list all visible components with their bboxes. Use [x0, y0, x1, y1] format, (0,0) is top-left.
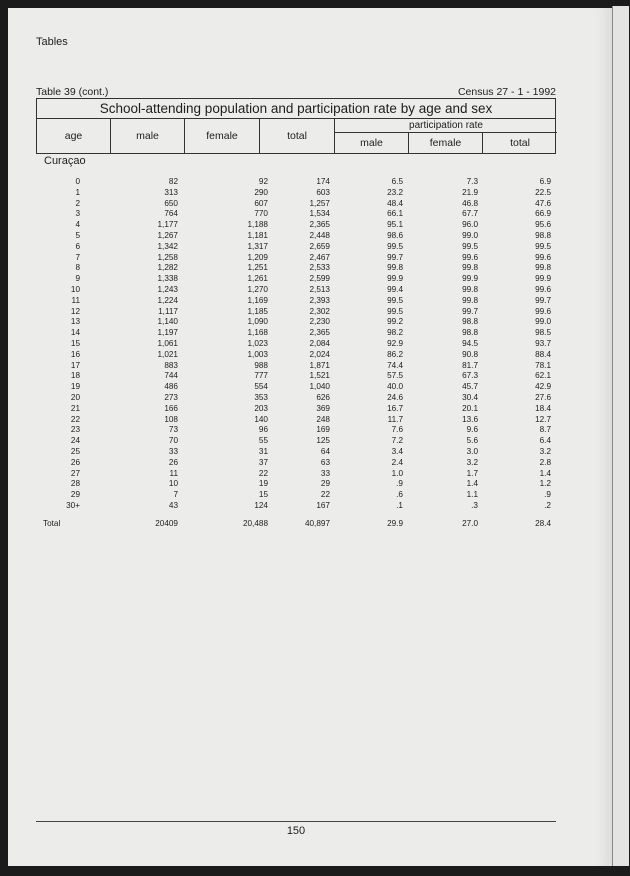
cell-rate-total: 3.2 [539, 446, 551, 456]
cell-rate-total: 99.8 [535, 263, 551, 273]
cell-age: 1 [75, 187, 80, 197]
cell-rate-male: .6 [396, 490, 403, 500]
cell-male: 166 [164, 403, 178, 413]
cell-rate-female: 5.6 [466, 436, 478, 446]
cell-rate-female: 20.1 [462, 403, 478, 413]
cell-male: 26 [168, 457, 178, 467]
cell-rate-total: 12.7 [535, 414, 551, 424]
cell-rate-total: 98.8 [535, 230, 551, 240]
table-row [0, 199, 630, 210]
cell-rate-total: 99.6 [535, 284, 551, 294]
cell-age: 10 [70, 284, 80, 294]
cell-male: 273 [164, 392, 178, 402]
cell-total: 2,599 [309, 274, 330, 284]
col-header-rate-female: female [409, 133, 483, 153]
cell-female: 290 [254, 187, 268, 197]
cell-rate-total: 1.2 [539, 479, 551, 489]
cell-age: 17 [70, 360, 80, 370]
cell-total: 2,084 [309, 338, 330, 348]
table-row [0, 458, 630, 469]
cell-rate-total: 88.4 [535, 349, 551, 359]
table-row [0, 242, 630, 253]
cell-age: 8 [75, 263, 80, 273]
cell-female: 140 [254, 414, 268, 424]
census-reference: Census 27 - 1 - 1992 [457, 86, 556, 98]
cell-male: 43 [168, 500, 178, 510]
cell-male: 313 [164, 187, 178, 197]
cell-rate-female: 90.8 [462, 349, 478, 359]
page-number: 150 [286, 825, 306, 837]
cell-rate-male: 23.2 [387, 187, 403, 197]
cell-rate-female: 30.4 [462, 392, 478, 402]
cell-female: 1,317 [247, 241, 268, 251]
cell-total: 2,393 [309, 295, 330, 305]
cell-rate-male: 99.2 [387, 317, 403, 327]
cell-rate-total: 62.1 [535, 371, 551, 381]
cell-rate-male: 99.7 [387, 252, 403, 262]
cell-rate-female: 7.3 [466, 177, 478, 186]
cell-rate-total: 47.6 [535, 198, 551, 208]
region-label: Curaçao [44, 155, 86, 167]
cell-rate-male: 86.2 [387, 349, 403, 359]
cell-male: 1,258 [157, 252, 178, 262]
col-header-female: female [185, 119, 260, 153]
cell-age: 3 [75, 209, 80, 219]
cell-rate-total: 99.6 [535, 252, 551, 262]
table-row [0, 479, 630, 490]
cell-rate-male: 57.5 [387, 371, 403, 381]
section-label: Tables [36, 36, 68, 48]
table-row [0, 307, 630, 318]
cell-rate-female: 1.1 [466, 490, 478, 500]
table-row [0, 317, 630, 328]
cell-female: 55 [258, 436, 268, 446]
cell-female: 770 [254, 209, 268, 219]
total-rate-male: 29.9 [387, 519, 403, 528]
cell-rate-female: 99.6 [462, 252, 478, 262]
cell-total: 2,365 [309, 328, 330, 338]
cell-female: 19 [258, 479, 268, 489]
cell-female: 1,090 [247, 317, 268, 327]
cell-rate-total: 6.4 [539, 436, 551, 446]
table-row [0, 285, 630, 296]
cell-total: 626 [316, 392, 330, 402]
cell-total: 1,040 [309, 382, 330, 392]
cell-total: 2,230 [309, 317, 330, 327]
cell-rate-female: 99.7 [462, 306, 478, 316]
cell-rate-male: 98.6 [387, 230, 403, 240]
cell-female: 1,261 [247, 274, 268, 284]
cell-rate-female: 3.2 [466, 457, 478, 467]
cell-male: 33 [168, 446, 178, 456]
total-rate-female: 27.0 [462, 519, 478, 528]
cell-rate-total: 95.6 [535, 220, 551, 230]
cell-male: 650 [164, 198, 178, 208]
cell-female: 1,251 [247, 263, 268, 273]
cell-female: 1,168 [247, 328, 268, 338]
cell-male: 70 [168, 436, 178, 446]
cell-rate-male: 11.7 [387, 414, 403, 424]
cell-female: 31 [258, 446, 268, 456]
footer-divider [36, 821, 556, 822]
cell-rate-female: 46.8 [462, 198, 478, 208]
cell-rate-male: 66.1 [387, 209, 403, 219]
cell-male: 1,224 [157, 295, 178, 305]
cell-rate-female: 3.0 [466, 446, 478, 456]
cell-male: 883 [164, 360, 178, 370]
cell-total: 1,257 [309, 198, 330, 208]
cell-rate-female: 98.8 [462, 328, 478, 338]
cell-male: 82 [168, 177, 178, 186]
cell-age: 22 [70, 414, 80, 424]
cell-age: 27 [70, 468, 80, 478]
cell-rate-male: 1.0 [391, 468, 403, 478]
cell-total: 33 [320, 468, 330, 478]
cell-rate-female: 21.9 [462, 187, 478, 197]
cell-female: 353 [254, 392, 268, 402]
cell-total: 1,521 [309, 371, 330, 381]
table-row [0, 253, 630, 264]
cell-rate-male: 99.9 [387, 274, 403, 284]
cell-rate-male: 40.0 [387, 382, 403, 392]
table-body [0, 177, 630, 512]
cell-age: 29 [70, 490, 80, 500]
cell-rate-male: .9 [396, 479, 403, 489]
cell-rate-total: 18.4 [535, 403, 551, 413]
cell-rate-female: 99.8 [462, 295, 478, 305]
cell-rate-male: 92.9 [387, 338, 403, 348]
cell-female: 15 [258, 490, 268, 500]
cell-age: 0 [75, 177, 80, 186]
cell-male: 1,243 [157, 284, 178, 294]
cell-rate-male: 98.2 [387, 328, 403, 338]
cell-rate-total: 66.9 [535, 209, 551, 219]
cell-rate-female: 81.7 [462, 360, 478, 370]
cell-total: 169 [316, 425, 330, 435]
cell-age: 6 [75, 241, 80, 251]
cell-rate-male: 7.6 [391, 425, 403, 435]
table-row [0, 231, 630, 242]
cell-rate-female: 13.6 [462, 414, 478, 424]
cell-age: 21 [70, 403, 80, 413]
cell-rate-female: 99.8 [462, 263, 478, 273]
cell-age: 26 [70, 457, 80, 467]
cell-female: 124 [254, 500, 268, 510]
cell-total: 125 [316, 436, 330, 446]
table-title: School-attending population and participation rate by age and sex [37, 99, 555, 119]
cell-female: 607 [254, 198, 268, 208]
cell-age: 20 [70, 392, 80, 402]
cell-rate-total: 78.1 [535, 360, 551, 370]
cell-rate-total: 27.6 [535, 392, 551, 402]
cell-male: 1,338 [157, 274, 178, 284]
cell-rate-female: 67.7 [462, 209, 478, 219]
table-row [0, 263, 630, 274]
table-row [0, 177, 630, 188]
cell-male: 1,267 [157, 230, 178, 240]
cell-total: 2,302 [309, 306, 330, 316]
total-row [0, 519, 630, 531]
cell-rate-female: 99.8 [462, 284, 478, 294]
cell-rate-total: 99.6 [535, 306, 551, 316]
cell-female: 1,209 [247, 252, 268, 262]
cell-rate-female: 99.9 [462, 274, 478, 284]
table-row [0, 188, 630, 199]
table-row [0, 447, 630, 458]
cell-male: 1,342 [157, 241, 178, 251]
total-rate-total: 28.4 [535, 519, 551, 528]
col-header-male: male [111, 119, 185, 153]
cell-total: 1,871 [309, 360, 330, 370]
cell-female: 1,181 [247, 230, 268, 240]
cell-rate-total: 2.8 [539, 457, 551, 467]
cell-female: 1,023 [247, 338, 268, 348]
cell-total: 2,365 [309, 220, 330, 230]
table-row [0, 469, 630, 480]
cell-total: 369 [316, 403, 330, 413]
cell-rate-total: 22.5 [535, 187, 551, 197]
cell-rate-female: 99.5 [462, 241, 478, 251]
cell-rate-male: 74.4 [387, 360, 403, 370]
col-header-participation-rate: participation rate [335, 119, 557, 133]
cell-rate-total: 98.5 [535, 328, 551, 338]
table-row [0, 382, 630, 393]
cell-female: 92 [258, 177, 268, 186]
cell-female: 96 [258, 425, 268, 435]
cell-female: 1,188 [247, 220, 268, 230]
cell-rate-female: 94.5 [462, 338, 478, 348]
table-reference: Table 39 (cont.) [36, 86, 109, 98]
cell-male: 7 [173, 490, 178, 500]
cell-rate-total: 6.9 [539, 177, 551, 186]
cell-female: 37 [258, 457, 268, 467]
cell-age: 11 [71, 295, 80, 305]
col-header-age: age [37, 119, 111, 153]
table-row [0, 350, 630, 361]
cell-total: 2,533 [309, 263, 330, 273]
cell-rate-total: 1.4 [539, 468, 551, 478]
cell-rate-male: 24.6 [387, 392, 403, 402]
table-row [0, 371, 630, 382]
table-row [0, 425, 630, 436]
cell-rate-female: 98.8 [462, 317, 478, 327]
cell-rate-male: 99.8 [387, 263, 403, 273]
cell-male: 1,061 [157, 338, 178, 348]
cell-rate-total: 99.0 [535, 317, 551, 327]
col-header-rate-total: total [510, 137, 530, 149]
table-row [0, 209, 630, 220]
table-header [36, 98, 556, 154]
table-row [0, 501, 630, 512]
cell-total: 2,659 [309, 241, 330, 251]
cell-total: 1,534 [309, 209, 330, 219]
cell-rate-female: 1.4 [466, 479, 478, 489]
cell-total: 2,024 [309, 349, 330, 359]
cell-age: 30+ [66, 500, 80, 510]
table-row [0, 393, 630, 404]
cell-rate-male: 3.4 [391, 446, 403, 456]
cell-male: 1,140 [157, 317, 178, 327]
cell-rate-male: 16.7 [387, 403, 403, 413]
cell-rate-female: 96.0 [462, 220, 478, 230]
cell-female: 1,169 [247, 295, 268, 305]
cell-rate-male: 99.5 [387, 306, 403, 316]
table-row [0, 220, 630, 231]
table-row [0, 328, 630, 339]
cell-age: 14 [70, 328, 80, 338]
cell-male: 1,197 [157, 328, 178, 338]
cell-male: 73 [168, 425, 178, 435]
cell-age: 15 [70, 338, 80, 348]
total-male: 20409 [155, 519, 178, 528]
cell-total: 2,467 [309, 252, 330, 262]
total-total: 40,897 [304, 519, 330, 528]
cell-rate-total: 42.9 [535, 382, 551, 392]
cell-female: 554 [254, 382, 268, 392]
cell-rate-female: 99.0 [462, 230, 478, 240]
cell-rate-total: 8.7 [539, 425, 551, 435]
total-label: Total [43, 519, 61, 528]
cell-rate-total: 99.9 [535, 274, 551, 284]
cell-rate-male: .1 [396, 500, 403, 510]
cell-male: 1,117 [158, 306, 178, 316]
cell-male: 744 [164, 371, 178, 381]
cell-rate-female: 9.6 [466, 425, 478, 435]
cell-rate-total: .2 [544, 500, 551, 510]
cell-total: 29 [320, 479, 330, 489]
col-header-total: total [260, 119, 335, 153]
cell-female: 1,185 [247, 306, 268, 316]
cell-total: 2,448 [309, 230, 330, 240]
cell-total: 2,513 [309, 284, 330, 294]
cell-female: 1,003 [247, 349, 268, 359]
cell-female: 203 [254, 403, 268, 413]
col-header-rate-male: male [335, 133, 409, 153]
table-row [0, 274, 630, 285]
cell-age: 16 [70, 349, 80, 359]
cell-age: 28 [70, 479, 80, 489]
cell-total: 22 [320, 490, 330, 500]
cell-rate-total: .9 [544, 490, 551, 500]
cell-total: 167 [316, 500, 330, 510]
cell-age: 4 [75, 220, 80, 230]
cell-age: 2 [75, 198, 80, 208]
total-female: 20,488 [242, 519, 268, 528]
cell-female: 988 [254, 360, 268, 370]
cell-male: 1,021 [157, 349, 178, 359]
cell-male: 10 [168, 479, 178, 489]
cell-age: 7 [75, 252, 80, 262]
cell-rate-female: 67.3 [462, 371, 478, 381]
table-row [0, 296, 630, 307]
cell-rate-female: 45.7 [462, 382, 478, 392]
cell-total: 248 [316, 414, 330, 424]
table-row [0, 361, 630, 372]
cell-rate-male: 6.5 [391, 177, 403, 186]
cell-male: 11 [169, 468, 178, 478]
cell-rate-male: 48.4 [387, 198, 403, 208]
cell-rate-female: 1.7 [466, 468, 478, 478]
cell-age: 5 [75, 230, 80, 240]
cell-female: 777 [254, 371, 268, 381]
cell-female: 1,270 [247, 284, 268, 294]
cell-rate-male: 99.4 [387, 284, 403, 294]
table-row [0, 436, 630, 447]
cell-male: 1,177 [157, 220, 178, 230]
cell-age: 19 [70, 382, 80, 392]
cell-total: 174 [316, 177, 330, 186]
cell-total: 64 [320, 446, 330, 456]
cell-total: 603 [316, 187, 330, 197]
table-row [0, 490, 630, 501]
cell-total: 63 [320, 457, 330, 467]
cell-female: 22 [258, 468, 268, 478]
cell-age: 24 [70, 436, 80, 446]
cell-age: 25 [70, 446, 80, 456]
cell-age: 23 [70, 425, 80, 435]
table-row [0, 404, 630, 415]
cell-male: 108 [164, 414, 178, 424]
cell-rate-female: .3 [471, 500, 478, 510]
cell-male: 1,282 [157, 263, 178, 273]
cell-male: 486 [164, 382, 178, 392]
cell-rate-total: 93.7 [535, 338, 551, 348]
cell-age: 13 [70, 317, 80, 327]
cell-rate-male: 7.2 [391, 436, 403, 446]
cell-rate-male: 99.5 [387, 295, 403, 305]
cell-age: 18 [70, 371, 80, 381]
cell-rate-male: 2.4 [391, 457, 403, 467]
table-row [0, 415, 630, 426]
cell-rate-male: 99.5 [387, 241, 403, 251]
cell-male: 764 [164, 209, 178, 219]
cell-age: 12 [70, 306, 80, 316]
cell-rate-male: 95.1 [387, 220, 403, 230]
cell-age: 9 [75, 274, 80, 284]
cell-rate-total: 99.7 [535, 295, 551, 305]
table-row [0, 339, 630, 350]
cell-rate-total: 99.5 [535, 241, 551, 251]
